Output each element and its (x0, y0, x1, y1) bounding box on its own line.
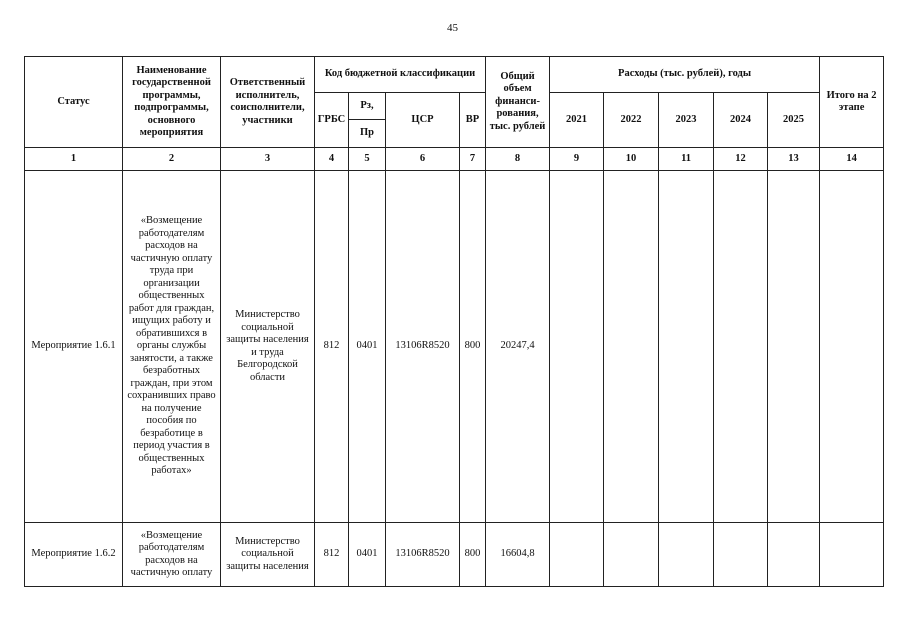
col-num: 14 (820, 148, 884, 171)
table-row (25, 523, 884, 587)
col-num: 11 (659, 148, 714, 171)
row-cell-2025 (768, 523, 820, 587)
col-num: 10 (604, 148, 659, 171)
header-grbs: ГРБС (315, 93, 349, 148)
col-num: 4 (315, 148, 349, 171)
col-num: 2 (123, 148, 221, 171)
col-num: 1 (25, 148, 123, 171)
row-csr: 13106R8520 (386, 523, 460, 587)
header-year-2025: 2025 (768, 93, 820, 148)
row-status: Мероприятие 1.6.2 (25, 523, 123, 587)
col-num: 8 (486, 148, 550, 171)
row-cell-total (820, 523, 884, 587)
header-pr: Пр (349, 120, 386, 148)
header-budget-code: Код бюджетной классификации (315, 57, 486, 93)
row-grbs: 812 (315, 523, 349, 587)
header-expenses: Расходы (тыс. рублей), годы (550, 57, 820, 93)
row-cell-2023 (659, 523, 714, 587)
header-total-stage: Итого на 2 этапе (820, 57, 884, 148)
row-cell-2025 (768, 171, 820, 523)
row-cell-2021 (550, 171, 604, 523)
header-responsible: Ответственный исполнитель, соисполнители, участники (221, 57, 315, 148)
page-number: 45 (447, 22, 458, 34)
budget-table (24, 56, 884, 587)
col-num: 12 (714, 148, 768, 171)
header-csr: ЦСР (386, 93, 460, 148)
column-numbers-row (25, 148, 884, 171)
header-year-2023: 2023 (659, 93, 714, 148)
row-csr: 13106R8520 (386, 171, 460, 523)
table-row (25, 171, 884, 523)
header-rz: Рз, (349, 93, 386, 120)
row-rzpr: 0401 (349, 171, 386, 523)
row-vr: 800 (460, 171, 486, 523)
row-cell-2023 (659, 171, 714, 523)
row-responsible: Министерство социальной защиты населения (221, 523, 315, 587)
row-name: «Возмещение работодателям расходов на частичную оплату (123, 523, 221, 587)
row-cell-2024 (714, 523, 768, 587)
row-grbs: 812 (315, 171, 349, 523)
col-num: 6 (386, 148, 460, 171)
col-num: 7 (460, 148, 486, 171)
row-cell-2022 (604, 523, 659, 587)
row-status: Мероприятие 1.6.1 (25, 171, 123, 523)
header-year-2021: 2021 (550, 93, 604, 148)
row-name: «Возмещение работодателям расходов на частичную оплату труда при организации общественных работ для граждан, ищущих работу и обратившихся в органы службы занятости, а также безработных граждан, при этом сохранивших право на получение пособия по безработице в период участия в общественных работах» (123, 171, 221, 523)
row-cell-2022 (604, 171, 659, 523)
header-status: Статус (25, 57, 123, 148)
header-year-2024: 2024 (714, 93, 768, 148)
row-responsible: Министерство социальной защиты населения и труда Белгородской области (221, 171, 315, 523)
header-year-2022: 2022 (604, 93, 659, 148)
row-rzpr: 0401 (349, 523, 386, 587)
row-cell-2021 (550, 523, 604, 587)
row-vr: 800 (460, 523, 486, 587)
col-num: 5 (349, 148, 386, 171)
row-cell-2024 (714, 171, 768, 523)
col-num: 9 (550, 148, 604, 171)
header-total-financing: Общий объем финанси-рования, тыс. рублей (486, 57, 550, 148)
row-total: 16604,8 (486, 523, 550, 587)
header-vr: ВР (460, 93, 486, 148)
header-name: Наименование государственной программы, подпрограммы, основного мероприятия (123, 57, 221, 148)
col-num: 3 (221, 148, 315, 171)
row-total: 20247,4 (486, 171, 550, 523)
row-cell-total (820, 171, 884, 523)
col-num: 13 (768, 148, 820, 171)
